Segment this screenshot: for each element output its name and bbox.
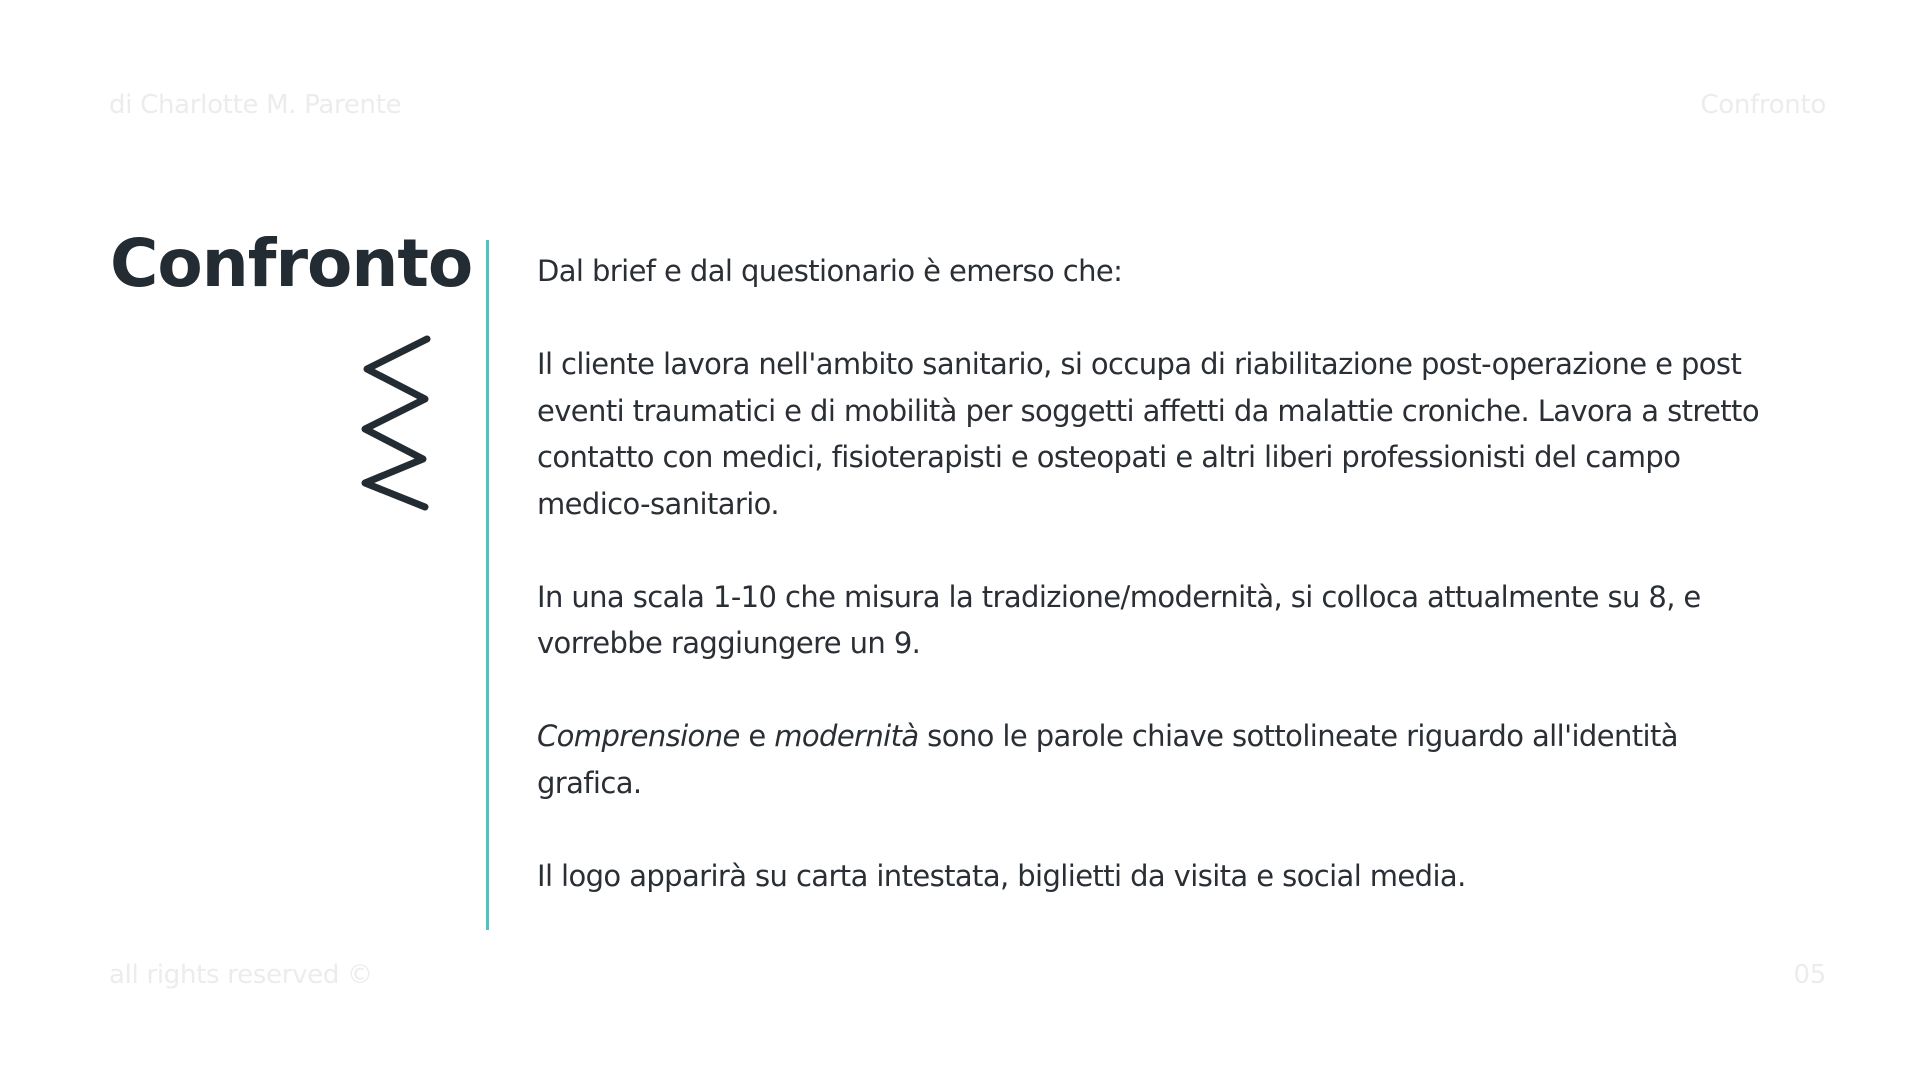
keyword-comprensione: Comprensione [537,719,740,753]
keyword-modernita: modernità [774,719,919,753]
header-section-title: Confronto [1700,90,1826,120]
keyword-connector: e [739,719,775,753]
page-title: Confronto [110,225,473,302]
logo-usage-paragraph: Il logo apparirà su carta intestata, biglietti da visita e social media. [537,858,1466,893]
page-number: 05 [1793,960,1826,990]
keywords-rest: sono le parole chiave sottolineate riguardo all'identità grafica. [537,719,1678,800]
footer-rights: all rights reserved © [109,960,373,990]
client-paragraph: Il cliente lavora nell'ambito sanitario, si occupa di riabilitazione post-operazione e post eventi traumatici e di mobilità per soggetti affetti da malattie croniche. Lavora a stretto contatto con medici, fisioterapisti e osteopati e altri liberi professionisti del campo medico-sanitario. [537,347,1759,521]
body-text [537,248,1767,899]
keywords-paragraph [537,713,1767,806]
header-author: di Charlotte M. Parente [109,90,402,120]
scale-paragraph: In una scala 1-10 che misura la tradizione/modernità, si colloca attualmente su 8, e vorrebbe raggiungere un 9. [537,579,1701,660]
accent-divider [486,240,489,930]
zigzag-icon [355,333,435,513]
intro-paragraph: Dal brief e dal questionario è emerso che: [537,254,1123,288]
